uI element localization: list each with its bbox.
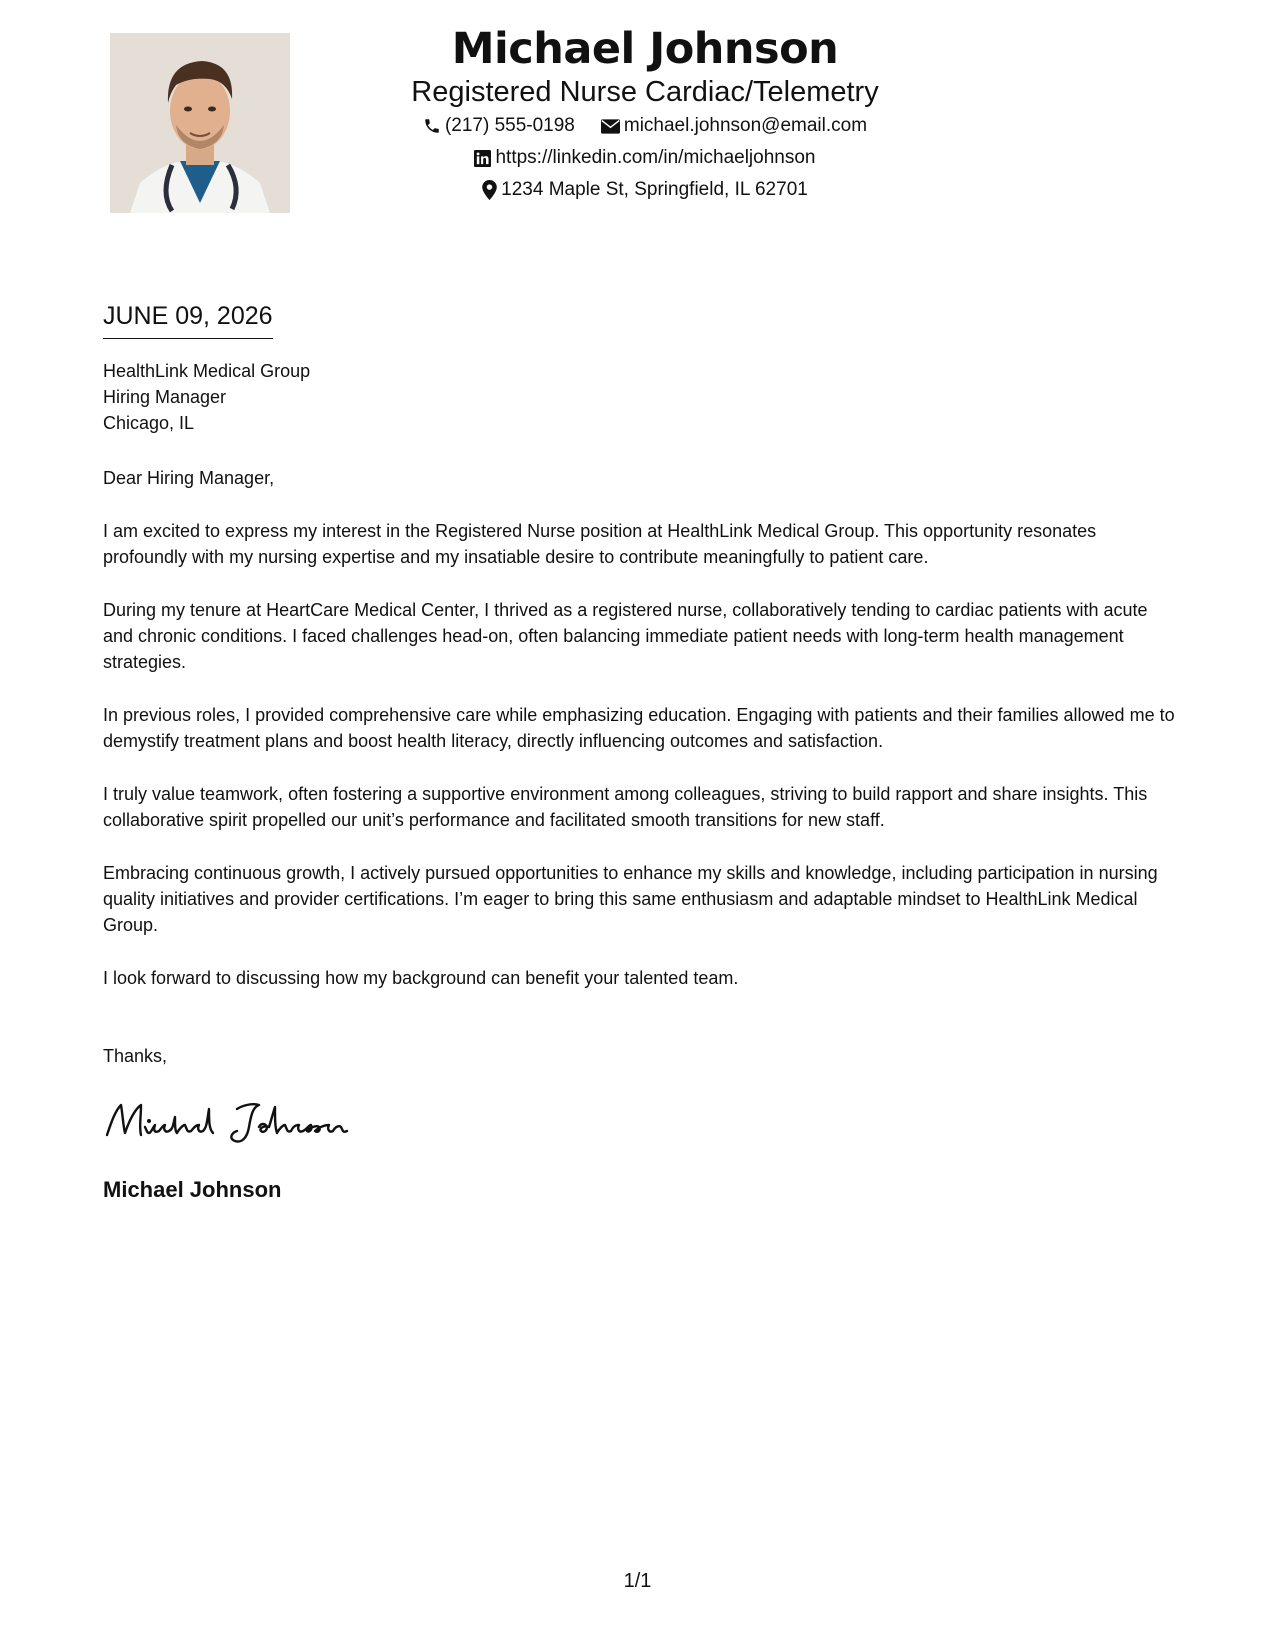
body-paragraph: I am excited to express my interest in the Registered Nurse position at HealthLink Medical Group. This opportunity resonates profoundly with my nursing expertise and my insatiable desire to contribute meaningfully to patient care. [103,521,1097,567]
letter-header [330,22,960,206]
linkedin-icon [474,150,491,167]
closing: Thanks, [103,1046,168,1066]
contact-line-linkedin [330,142,960,174]
body-paragraph: I truly value teamwork, often fostering a supportive environment among colleagues, striving to build rapport and share insights. This collaborative spirit propelled our unit’s performance and facilitated smooth transitions for new staff. [103,784,1148,830]
recipient-location: Chicago, IL [103,413,195,433]
profile-photo [110,33,290,213]
linkedin-contact [474,142,815,174]
body-paragraph: In previous roles, I provided comprehensive care while emphasizing education. Engaging with patients and their families allowed me to demystify treatment plans and boost health literacy, directly influencing outcomes and satisfaction. [103,705,1175,751]
recipient-company: HealthLink Medical Group [103,361,311,381]
body-paragraph: During my tenure at HeartCare Medical Center, I thrived as a registered nurse, collaboratively tending to cardiac patients with acute and chronic conditions. I faced challenges head-on, often balancing immediate patient needs with long-term health management strategies. [103,600,1148,672]
email-contact [601,110,867,142]
body-paragraph: Embracing continuous growth, I actively pursued opportunities to enhance my skills and knowledge, including participation in nursing quality initiatives and provider certifications. I’m eager to bring this same enthusiasm and adaptable mindset to HealthLink Medical Group. [103,863,1158,935]
linkedin-url[interactable]: https://linkedin.com/in/michaeljohnson [495,147,816,168]
map-pin-icon [482,180,497,200]
salutation: Dear Hiring Manager, [103,468,275,488]
applicant-name: Michael Johnson [451,24,839,74]
phone-contact [423,110,575,142]
recipient-title: Hiring Manager [103,387,227,407]
signer-name: Michael Johnson [103,1177,282,1202]
applicant-role: Registered Nurse Cardiac/Telemetry [411,76,879,108]
page-number: 1/1 [623,1570,652,1592]
address-contact [482,174,808,206]
email-address[interactable]: michael.johnson@email.com [623,115,868,136]
phone-number[interactable]: (217) 555-0198 [444,115,575,136]
recipient-block [103,358,1178,436]
letter-body [103,358,1178,1205]
body-paragraph: I look forward to discussing how my background can benefit your talented team. [103,968,739,988]
contact-line-phone-email [330,110,960,142]
address-text: 1234 Maple St, Springfield, IL 62701 [501,179,808,200]
letter-date: JUNE 09, 2026 [103,300,273,339]
envelope-icon [601,119,620,134]
handwritten-signature [103,1095,1178,1147]
phone-icon [423,117,441,135]
contact-line-address [330,174,960,206]
